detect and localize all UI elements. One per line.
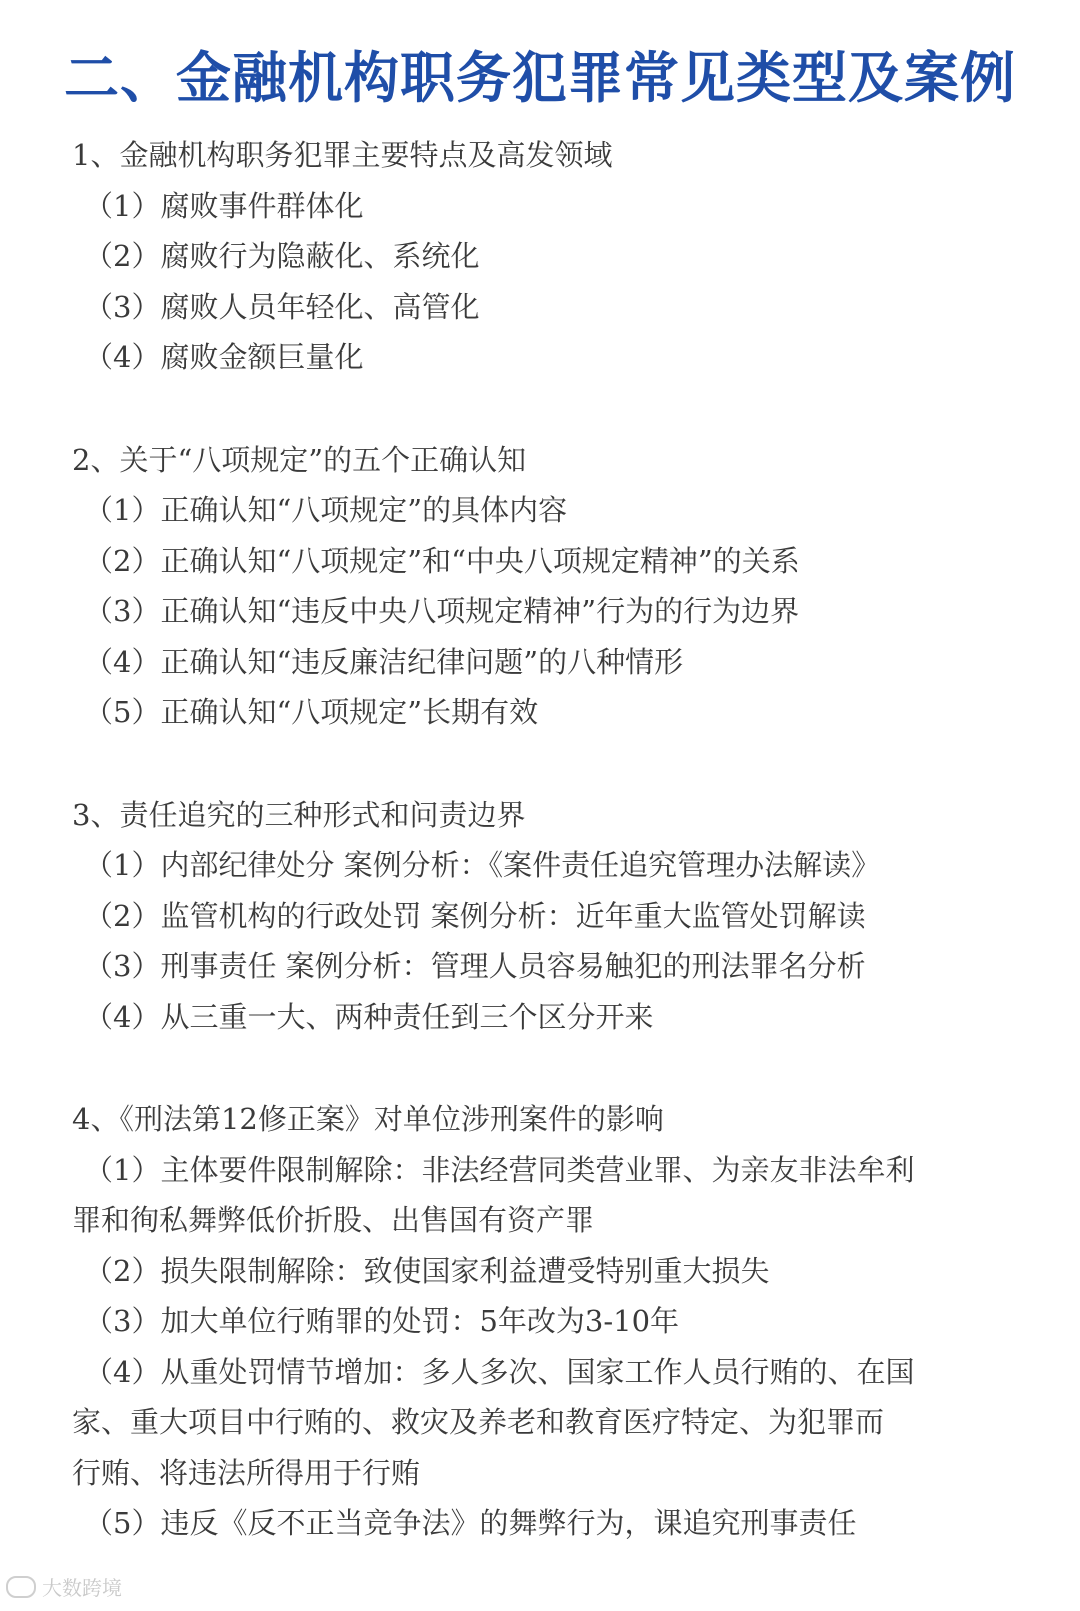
section-heading: 2、关于“八项规定”的五个正确认知 [72, 442, 527, 477]
list-item: （4）正确认知“违反廉洁纪律问题”的八种情形 [84, 644, 684, 679]
watermark [6, 1572, 122, 1601]
list-item: （3）腐败人员年轻化、高管化 [84, 289, 480, 324]
list-item-continuation: 家、重大项目中行贿的、救灾及养老和教育医疗特定、为犯罪而 [72, 1405, 885, 1439]
list-item: （1）内部纪律处分 案例分析：《案件责任追究管理办法解读》 [84, 848, 881, 882]
section-4 [72, 1094, 1017, 1549]
list-item: （1）正确认知“八项规定”的具体内容 [84, 493, 568, 527]
section-3 [72, 790, 1017, 1043]
page-title: 二、金融机构职务犯罪常见类型及案例 [63, 46, 1016, 110]
section-1 [72, 130, 1017, 383]
section-heading: 3、责任追究的三种形式和问责边界 [72, 797, 526, 832]
list-item: （4）从重处罚情节增加：多人多次、国家工作人员行贿的、在国 [84, 1354, 915, 1389]
list-item-continuation: 行贿、将违法所得用于行贿 [72, 1455, 421, 1490]
list-item-continuation: 罪和徇私舞弊低价折股、出售国有资产罪 [72, 1203, 595, 1237]
watermark-logo-icon [6, 1576, 36, 1598]
list-item: （2）损失限制解除：致使国家利益遭受特别重大损失 [84, 1253, 770, 1288]
list-item: （3）刑事责任 案例分析：管理人员容易触犯的刑法罪名分析 [84, 949, 866, 983]
watermark-text: 大数跨境 [42, 1576, 122, 1600]
list-item: （2）腐败行为隐蔽化、系统化 [84, 239, 480, 273]
list-item: （4）从三重一大、两种责任到三个区分开来 [84, 999, 654, 1034]
list-item: （1）腐败事件群体化 [84, 188, 364, 223]
list-item: （1）主体要件限制解除：非法经营同类营业罪、为亲友非法牟利 [84, 1152, 915, 1187]
list-item: （3）加大单位行贿罪的处罚：5年改为3-10年 [84, 1304, 680, 1338]
list-item: （5）正确认知“八项规定”长期有效 [84, 695, 539, 729]
section-heading: 1、金融机构职务犯罪主要特点及高发领域 [72, 138, 613, 172]
list-item: （3）正确认知“违反中央八项规定精神”行为的行为边界 [84, 594, 800, 628]
list-item: （2）监管机构的行政处罚 案例分析：近年重大监管处罚解读 [84, 898, 866, 933]
list-item: （2）正确认知“八项规定”和“中央八项规定精神”的关系 [84, 543, 800, 578]
list-item: （4）腐败金额巨量化 [84, 340, 364, 374]
section-2 [72, 435, 1017, 738]
list-item: （5）违反《反不正当竞争法》的舞弊行为，课追究刑事责任 [84, 1506, 857, 1540]
section-heading: 4、《刑法第12修正案》对单位涉刑案件的影响 [72, 1102, 664, 1136]
content-body [72, 130, 1017, 1601]
